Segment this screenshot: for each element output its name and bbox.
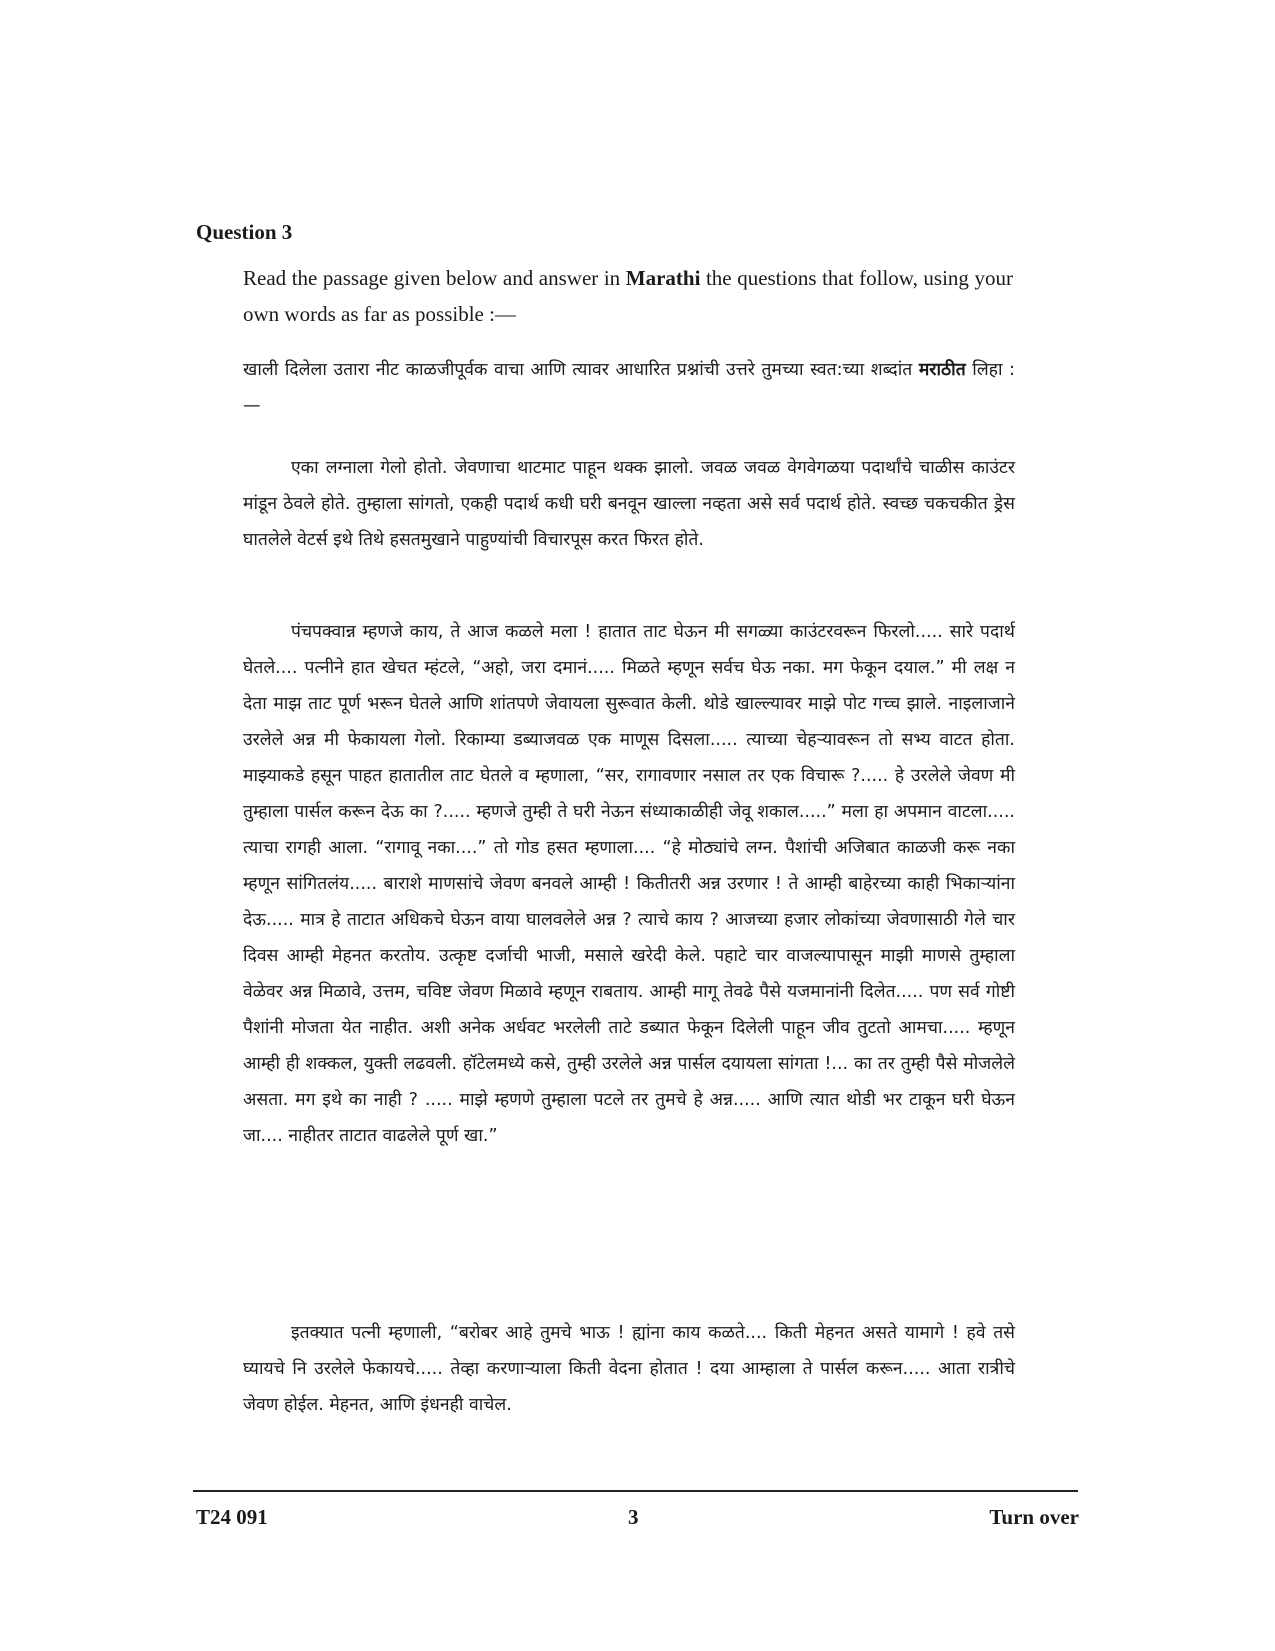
instruction-marathi-language: मराठीत bbox=[918, 360, 966, 380]
instruction-marathi bbox=[243, 352, 1015, 424]
turn-over-label: Turn over bbox=[989, 1505, 1079, 1529]
passage-paragraph-2: पंचपक्वान्न म्हणजे काय, ते आज कळले मला ! हातात ताट घेऊन मी सगळ्या काउंटरवरून फिरलो..... सारे पदार्थ घेतले.... पत्नीने हात खेचत म्हंटले, “अहो, जरा दमानं..... मिळते म्हणून सर्वच घेऊ नका. मग फेकून दयाल.” मी लक्ष न देता माझ ताट पूर्ण भरून घेतले आणि शांतपणे जेवायला सुरूवात केली. थोडे खाल्ल्यावर माझे पोट गच्च झाले. नाइलाजाने उरलेले अन्न मी फेकायला गेलो. रिकाम्या डब्याजवळ एक माणूस दिसला..... त्याच्या चेहऱ्यावरून तो सभ्य वाटत होता. माझ्याकडे हसून पाहत हातातील ताट घेतले व म्हणाला, “सर, रागावणार नसाल तर एक विचारू ?..... हे उरलेले जेवण मी तुम्हाला पार्सल करून देऊ का ?..... म्हणजे तुम्ही ते घरी नेऊन संध्याकाळीही जेवू शकाल.....” मला हा अपमान वाटला..... त्याचा रागही आला. “रागावू नका....” तो गोड हसत म्हणाला.... “हे मोठ्यांचे लग्न. पैशांची अजिबात काळजी करू नका म्हणून सांगितलंय..... बाराशे माणसांचे जेवण बनवले आम्ही ! कितीतरी अन्न उरणार ! ते आम्ही बाहेरच्या काही भिकाऱ्यांना देऊ..... मात्र हे ताटात अधिकचे घेऊन वाया घालवलेले अन्न ? त्याचे काय ? आजच्या हजार लोकांच्या जेवणासाठी गेले चार दिवस आम्ही मेहनत करतोय. उत्कृष्ट दर्जाची भाजी, मसाले खरेदी केले. पहाटे चार वाजल्यापासून माझी माणसे तुम्हाला वेळेवर अन्न मिळावे, उत्तम, चविष्ट जेवण मिळावे म्हणून राबताय. आम्ही मागू तेवढे पैसे यजमानांनी दिलेत..... पण सर्व गोष्टी पैशांनी मोजता येत नाहीत. अशी अनेक अर्धवट भरलेली ताटे डब्यात फेकून दिलेली पाहून जीव तुटतो आमचा..... म्हणून आम्ही ही शक्कल, युक्ती लढवली. हॉटेलमध्ये कसे, तुम्ही उरलेले अन्न पार्सल दयायला सांगता !... का तर तुम्ही पैसे मोजलेले असता. मग इथे का नाही ? ..... माझे म्हणणे तुम्हाला पटले तर तुमचे हे अन्न..... आणि त्यात थोडी भर टाकून घरी घेऊन जा.... नाहीतर ताटात वाढलेले पूर्ण खा.” bbox=[243, 622, 1015, 1146]
instruction-english-language: Marathi bbox=[625, 266, 701, 290]
question-heading: Question 3 bbox=[196, 220, 293, 244]
instruction-marathi-before: खाली दिलेला उतारा नीट काळजीपूर्वक वाचा आणि त्यावर आधारित प्रश्नांची उत्तरे तुमच्या स्वत:च्या शब्दांत bbox=[243, 360, 919, 380]
page-number: 3 bbox=[628, 1505, 639, 1529]
footer-divider bbox=[193, 1490, 1078, 1492]
instruction-english-before: Read the passage given below and answer in bbox=[243, 266, 626, 290]
instruction-english bbox=[243, 260, 1013, 332]
instruction-marathi-after: लिहा :— bbox=[243, 360, 1015, 416]
passage-paragraph-1: एका लग्नाला गेलो होतो. जेवणाचा थाटमाट पाहून थक्क झालो. जवळ जवळ वेगवेगळया पदार्थांचे चाळीस काउंटर मांडून ठेवले होते. तुम्हाला सांगतो, एकही पदार्थ कधी घरी बनवून खाल्ला नव्हता असे सर्व पदार्थ होते. स्वच्छ चकचकीत ड्रेस घातलेले वेटर्स इथे तिथे हसतमुखाने पाहुण्यांची विचारपूस करत फिरत होते. bbox=[243, 458, 1015, 550]
paper-code: T24 091 bbox=[196, 1505, 268, 1529]
passage-paragraph-3: इतक्यात पत्नी म्हणाली, “बरोबर आहे तुमचे भाऊ ! ह्यांना काय कळते.... किती मेहनत असते यामागे ! हवे तसे घ्यायचे नि उरलेले फेकायचे..... तेव्हा करणाऱ्याला किती वेदना होतात ! दया आम्हाला ते पार्सल करून..... आता रात्रीचे जेवण होईल. मेहनत, आणि इंधनही वाचेल. bbox=[243, 1323, 1015, 1415]
instruction-english-after: the questions that follow, using your own words as far as possible :— bbox=[243, 266, 1013, 326]
